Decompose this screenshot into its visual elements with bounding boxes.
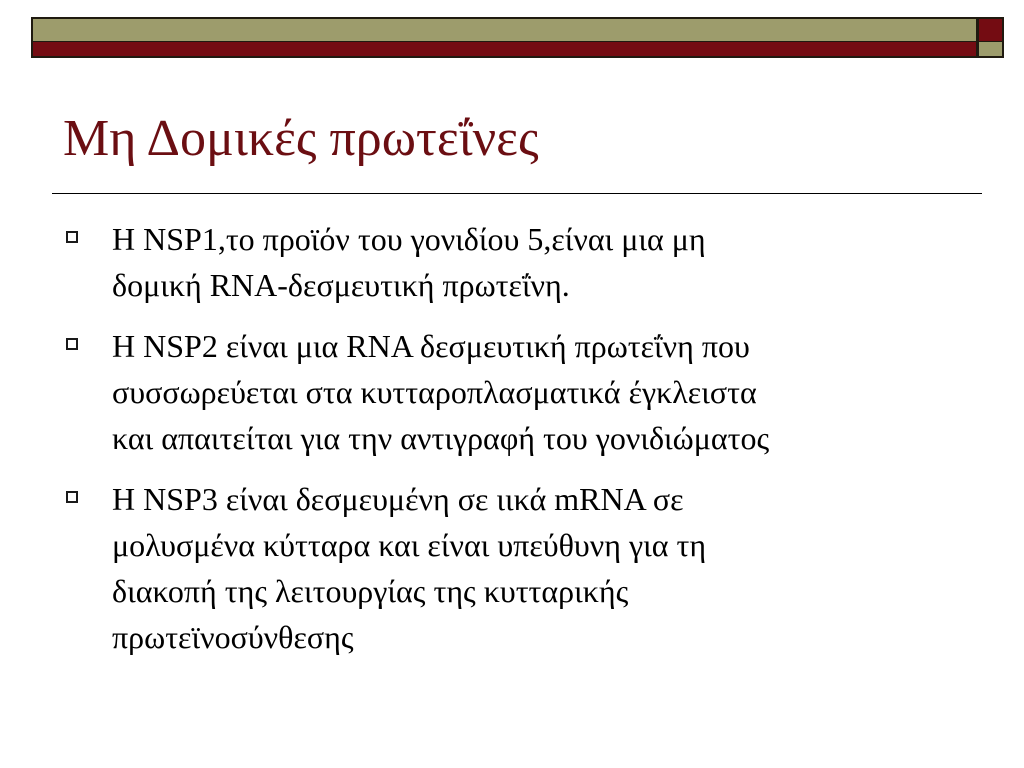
bullet-text-line: και απαιτείται για την αντιγραφή του γονιδιώματος	[112, 420, 770, 456]
header-band-olive	[31, 17, 978, 42]
bullet-text-line: Η NSP1,το προϊόν του γονιδίου 5,είναι μια μη	[112, 221, 706, 257]
header-band-maroon	[31, 41, 978, 58]
bullet-text-line: πρωτεϊνοσύνθεσης	[112, 619, 354, 655]
bullet-text-line: διακοπή της λειτουργίας της κυτταρικής	[112, 573, 629, 609]
title-divider	[52, 193, 982, 194]
bullet-text-line: μολυσμένα κύτταρα και είναι υπεύθυνη για τη	[112, 527, 707, 563]
bullet-text-line: συσσωρεύεται στα κυτταροπλασματικά έγκλειστα	[112, 374, 757, 410]
square-bullet-icon	[66, 231, 78, 243]
bullet-text-line: Η NSP2 είναι μια RNA δεσμευτική πρωτεΐνη που	[112, 328, 750, 364]
bullet-list	[0, 216, 1024, 675]
bullet-item-nsp2	[0, 323, 1024, 461]
header-corner-square-top	[977, 17, 1004, 42]
header-corner-square-bottom	[977, 41, 1004, 58]
square-bullet-icon	[66, 491, 78, 503]
square-bullet-icon	[66, 338, 78, 350]
bullet-text-line: δομική RNA-δεσμευτική πρωτεΐνη.	[112, 267, 570, 303]
bullet-item-nsp3	[0, 476, 1024, 660]
slide-title: Μη Δομικές πρωτεΐνες	[63, 110, 539, 167]
bullet-text-line: Η NSP3 είναι δεσμευμένη σε ιικά mRNA σε	[112, 481, 684, 517]
bullet-item-nsp1	[0, 216, 1024, 308]
